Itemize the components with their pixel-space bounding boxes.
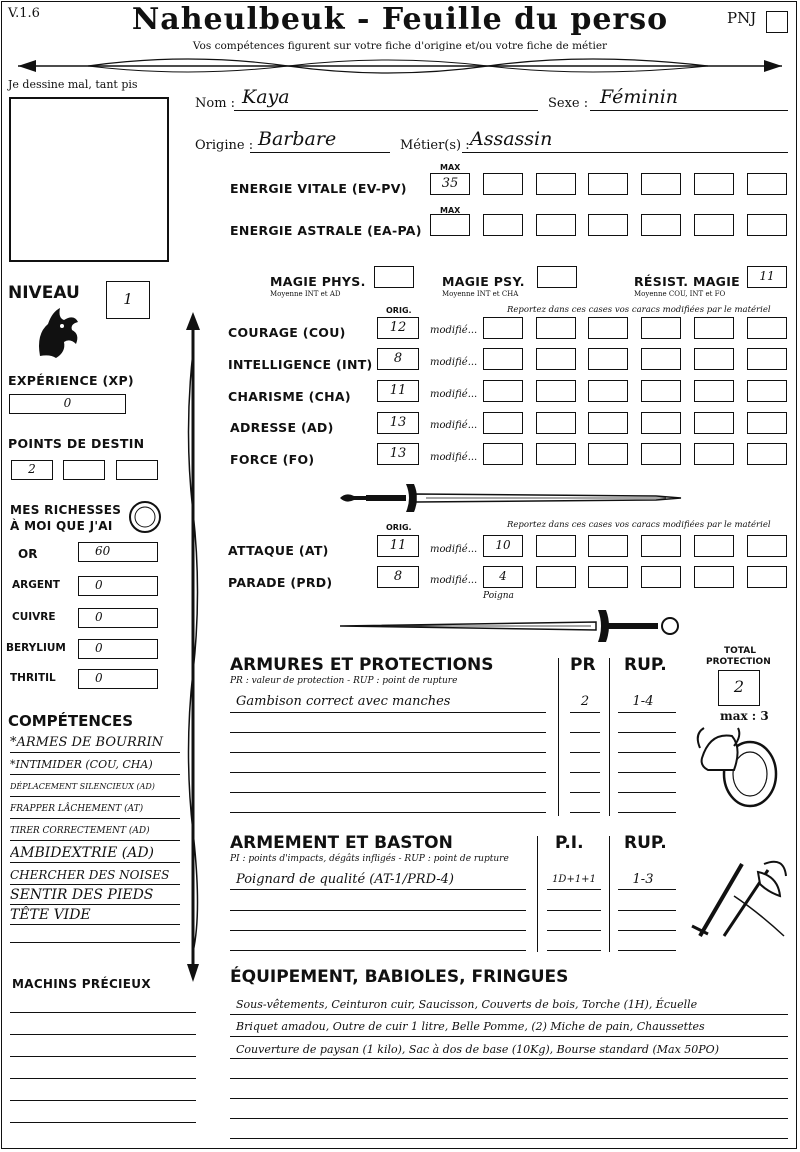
combat-mod-box[interactable] xyxy=(536,535,576,557)
combat-note-under: Poigna xyxy=(483,591,514,601)
armure-row-line xyxy=(570,712,600,713)
cuivre-label: CUIVRE xyxy=(12,611,56,623)
page-title: Naheulbeuk - Feuille du perso xyxy=(131,2,669,37)
resist-magie-sub: Moyenne COU, INT et FO xyxy=(634,290,726,298)
total-protection-box[interactable]: 2 xyxy=(718,670,760,706)
competence-item[interactable]: TÊTE VIDE xyxy=(10,904,180,925)
machins-label: MACHINS PRÉCIEUX xyxy=(12,977,151,991)
sword-decoration xyxy=(336,478,686,518)
nom-value[interactable]: Kaya xyxy=(242,86,290,108)
combat-mod-box[interactable] xyxy=(588,566,628,588)
armures-sub: PR : valeur de protection - RUP : point de rupture xyxy=(230,676,458,686)
ea-box[interactable] xyxy=(588,214,628,236)
stats-orig-label: ORIG. xyxy=(386,306,412,315)
stat-mod-box[interactable] xyxy=(641,380,681,402)
header-banner-decoration xyxy=(8,50,792,80)
metier-value[interactable]: Assassin xyxy=(470,128,553,150)
portrait-caption: Je dessine mal, tant pis xyxy=(8,78,138,91)
competence-blank-line xyxy=(10,942,180,943)
armure-row-line xyxy=(230,772,546,773)
modifie-label: modifié... xyxy=(430,357,478,368)
machins-line xyxy=(10,1078,196,1079)
arme-row-line xyxy=(547,950,601,951)
stats-note: Reportez dans ces cases vos caracs modifiées par le matériel xyxy=(507,305,771,315)
armure-name[interactable]: Gambison correct avec manches xyxy=(236,694,451,709)
ea-box[interactable] xyxy=(641,214,681,236)
sexe-line xyxy=(590,110,788,111)
combat-mod-box[interactable]: 10 xyxy=(483,535,523,557)
armement-divider-1 xyxy=(537,836,538,952)
niveau-label: NIVEAU xyxy=(8,283,80,303)
armure-row-line xyxy=(618,812,676,813)
stat-mod-box[interactable] xyxy=(483,348,523,370)
competence-item[interactable]: DÉPLACEMENT SILENCIEUX (AD) xyxy=(10,776,180,797)
ea-max-box[interactable] xyxy=(430,214,470,236)
combat-orig-label: ORIG. xyxy=(386,523,412,532)
magie-phys-box[interactable] xyxy=(374,266,414,288)
magie-psy-box[interactable] xyxy=(537,266,577,288)
combat-label-attaque: ATTAQUE (AT) xyxy=(228,543,329,558)
armure-rup[interactable]: 1-4 xyxy=(632,694,654,709)
page-subtitle: Vos compétences figurent sur votre fiche d'origine et/ou votre fiche de métier xyxy=(192,40,608,52)
origine-line xyxy=(250,152,390,153)
richesses-label-2: À MOI QUE J'AI xyxy=(10,519,113,533)
stat-mod-box[interactable] xyxy=(747,380,787,402)
magie-psy-sub: Moyenne INT et CHA xyxy=(442,290,519,298)
competence-item[interactable]: FRAPPER LÂCHEMENT (AT) xyxy=(10,798,180,819)
armure-row-line xyxy=(230,792,546,793)
ev-max-box[interactable]: 35 xyxy=(430,173,470,195)
arme-name[interactable]: Poignard de qualité (AT-1/PRD-4) xyxy=(236,872,454,887)
arme-row-line xyxy=(547,930,601,931)
equipement-line xyxy=(230,1078,788,1079)
coin-icon xyxy=(128,500,162,534)
sexe-label: Sexe : xyxy=(548,96,589,111)
competence-item[interactable]: CHERCHER DES NOISES xyxy=(10,864,180,885)
arme-row-line xyxy=(547,889,601,890)
stat-mod-box[interactable] xyxy=(747,348,787,370)
armure-row-line xyxy=(570,792,600,793)
stat-label-charisme: CHARISME (CHA) xyxy=(228,389,351,404)
nom-label: Nom : xyxy=(195,96,236,111)
pnj-checkbox[interactable] xyxy=(766,11,788,33)
stat-mod-box[interactable] xyxy=(536,443,576,465)
armure-row-line xyxy=(618,752,676,753)
stat-mod-box[interactable] xyxy=(641,412,681,434)
arme-row-line xyxy=(230,889,526,890)
armure-row-line xyxy=(570,812,600,813)
armures-divider-1 xyxy=(558,658,559,816)
version-label: V.1.6 xyxy=(8,6,40,21)
ev-box[interactable] xyxy=(694,173,734,195)
stat-mod-box[interactable] xyxy=(536,348,576,370)
total-protection-max: max : 3 xyxy=(720,709,769,723)
ev-box[interactable] xyxy=(536,173,576,195)
equipement-line xyxy=(230,1058,788,1059)
stat-label-force: FORCE (FO) xyxy=(230,452,315,467)
argent-label: ARGENT xyxy=(12,579,60,591)
armement-col-pi: P.I. xyxy=(555,833,584,853)
origine-label: Origine : xyxy=(195,138,254,153)
berylium-label: BERYLIUM xyxy=(6,642,66,654)
armure-row-line xyxy=(230,752,546,753)
combat-mod-box[interactable] xyxy=(588,535,628,557)
arme-row-line xyxy=(230,930,526,931)
ev-box[interactable] xyxy=(483,173,523,195)
arme-row-line xyxy=(547,910,601,911)
ea-box[interactable] xyxy=(483,214,523,236)
armure-pr[interactable]: 2 xyxy=(580,694,590,709)
machins-line xyxy=(10,1100,196,1101)
armures-col-pr: PR xyxy=(570,655,596,675)
arme-row-line xyxy=(230,910,526,911)
berylium-box[interactable]: 0 xyxy=(78,639,158,659)
metier-line xyxy=(462,152,788,153)
equipement-line xyxy=(230,1014,788,1015)
stat-orig-adresse[interactable]: 13 xyxy=(377,412,419,434)
cuivre-box[interactable]: 0 xyxy=(78,608,158,628)
magie-phys-sub: Moyenne INT et AD xyxy=(270,290,341,298)
combat-label-parade: PARADE (PRD) xyxy=(228,575,333,590)
armement-col-rup: RUP. xyxy=(624,833,667,853)
arme-pi[interactable]: 1D+1+1 xyxy=(552,874,596,885)
combat-mod-box[interactable] xyxy=(641,566,681,588)
competence-item[interactable]: *ARMES DE BOURRIN xyxy=(10,732,180,753)
combat-note: Reportez dans ces cases vos caracs modifiées par le matériel xyxy=(507,520,771,530)
stat-mod-box[interactable] xyxy=(483,412,523,434)
ea-box[interactable] xyxy=(747,214,787,236)
stat-orig-charisme[interactable]: 11 xyxy=(377,380,419,402)
ea-label: ENERGIE ASTRALE (EA-PA) xyxy=(230,223,422,238)
stat-orig-force[interactable]: 13 xyxy=(377,443,419,465)
portrait-frame[interactable] xyxy=(9,97,169,262)
equipement-line-text[interactable]: Briquet amadou, Outre de cuir 1 litre, Belle Pomme, (2) Miche de pain, Chaussettes xyxy=(236,1020,705,1033)
stat-mod-box[interactable] xyxy=(641,443,681,465)
stat-mod-box[interactable] xyxy=(588,443,628,465)
or-label: OR xyxy=(18,547,38,561)
combat-mod-box[interactable] xyxy=(536,566,576,588)
arme-rup[interactable]: 1-3 xyxy=(632,872,654,887)
resist-magie-box[interactable]: 11 xyxy=(747,266,787,288)
machins-line xyxy=(10,1122,196,1123)
machins-line xyxy=(10,1056,196,1057)
total-protection-label-2: PROTECTION xyxy=(706,657,771,667)
xp-box[interactable]: 0 xyxy=(9,394,126,414)
destin-box-3[interactable] xyxy=(116,460,158,480)
stat-mod-box[interactable] xyxy=(694,317,734,339)
armement-sub: PI : points d'impacts, dégâts infligés - RUP : point de rupture xyxy=(230,854,509,864)
equipement-line-text[interactable]: Couverture de paysan (1 kilo), Sac à dos de base (10Kg), Bourse standard (Max 50PO) xyxy=(236,1043,719,1056)
armure-row-line xyxy=(618,712,676,713)
competence-item[interactable]: *INTIMIDER (COU, CHA) xyxy=(10,754,180,775)
armure-row-line xyxy=(230,712,546,713)
destin-box-1[interactable]: 2 xyxy=(11,460,53,480)
arme-row-line xyxy=(230,950,526,951)
armure-row-line xyxy=(618,772,676,773)
destin-box-2[interactable] xyxy=(63,460,105,480)
modifie-label: modifié... xyxy=(430,420,478,431)
competence-item[interactable]: SENTIR DES PIEDS xyxy=(10,884,180,905)
equipement-line xyxy=(230,1098,788,1099)
competences-label: COMPÉTENCES xyxy=(8,712,134,730)
ea-box[interactable] xyxy=(694,214,734,236)
armement-title: ARMEMENT ET BASTON xyxy=(230,833,453,853)
helmet-shield-icon xyxy=(694,724,784,814)
arme-row-line xyxy=(618,950,676,951)
arme-row-line xyxy=(618,910,676,911)
thritil-box[interactable]: 0 xyxy=(78,669,158,689)
equipement-line xyxy=(230,1118,788,1119)
armures-col-rup: RUP. xyxy=(624,655,667,675)
richesses-label-1: MES RICHESSES xyxy=(10,503,122,517)
competence-item[interactable]: AMBIDEXTRIE (AD) xyxy=(10,842,180,863)
stat-orig-intelligence[interactable]: 8 xyxy=(377,348,419,370)
ev-box[interactable] xyxy=(641,173,681,195)
equipement-line xyxy=(230,1036,788,1037)
stat-label-intelligence: INTELLIGENCE (INT) xyxy=(228,357,373,372)
combat-mod-box[interactable]: 4 xyxy=(483,566,523,588)
stat-mod-box[interactable] xyxy=(641,317,681,339)
stat-mod-box[interactable] xyxy=(694,348,734,370)
metier-label: Métier(s) : xyxy=(400,138,470,153)
spear-decoration xyxy=(180,312,206,982)
stat-label-adresse: ADRESSE (AD) xyxy=(230,420,334,435)
armures-title: ARMURES ET PROTECTIONS xyxy=(230,655,494,675)
total-protection-label-1: TOTAL xyxy=(724,646,756,656)
weapons-icon xyxy=(688,856,788,942)
armement-divider-2 xyxy=(609,836,610,952)
stat-label-courage: COURAGE (COU) xyxy=(228,325,346,340)
stat-mod-box[interactable] xyxy=(641,348,681,370)
combat-mod-box[interactable] xyxy=(747,566,787,588)
modifie-label: modifié... xyxy=(430,575,478,586)
equipement-line-text[interactable]: Sous-vêtements, Ceinturon cuir, Saucisson, Couverts de bois, Torche (1H), Écuelle xyxy=(236,998,698,1011)
combat-mod-box[interactable] xyxy=(694,535,734,557)
stat-mod-box[interactable] xyxy=(588,348,628,370)
stat-mod-box[interactable] xyxy=(694,380,734,402)
ev-box[interactable] xyxy=(588,173,628,195)
stat-mod-box[interactable] xyxy=(588,317,628,339)
or-box[interactable]: 60 xyxy=(78,542,158,562)
nom-line xyxy=(234,110,538,111)
stat-mod-box[interactable] xyxy=(747,443,787,465)
machins-line xyxy=(10,1034,196,1035)
machins-line xyxy=(10,1012,196,1013)
combat-orig-attaque[interactable]: 11 xyxy=(377,535,419,557)
argent-box[interactable]: 0 xyxy=(78,576,158,596)
arme-row-line xyxy=(618,930,676,931)
armures-divider-2 xyxy=(609,658,610,816)
ea-max-label: MAX xyxy=(440,206,461,215)
stat-mod-box[interactable] xyxy=(483,317,523,339)
ev-max-label: MAX xyxy=(440,163,461,172)
stat-mod-box[interactable] xyxy=(536,317,576,339)
resist-magie-label: RÉSIST. MAGIE xyxy=(634,274,741,289)
pnj-label: PNJ xyxy=(727,9,757,27)
ev-box[interactable] xyxy=(747,173,787,195)
combat-mod-box[interactable] xyxy=(694,566,734,588)
arme-row-line xyxy=(618,889,676,890)
stat-mod-box[interactable] xyxy=(483,443,523,465)
stat-mod-box[interactable] xyxy=(694,412,734,434)
stat-mod-box[interactable] xyxy=(536,380,576,402)
stat-mod-box[interactable] xyxy=(747,412,787,434)
destin-label: POINTS DE DESTIN xyxy=(8,436,145,451)
sexe-value[interactable]: Féminin xyxy=(600,86,679,108)
niveau-box[interactable]: 1 xyxy=(106,281,150,319)
armure-row-line xyxy=(230,812,546,813)
armure-row-line xyxy=(618,792,676,793)
combat-orig-parade[interactable]: 8 xyxy=(377,566,419,588)
armure-row-line xyxy=(570,752,600,753)
magie-phys-label: MAGIE PHYS. xyxy=(270,274,366,289)
thritil-label: THRITIL xyxy=(10,672,56,684)
xp-label: EXPÉRIENCE (XP) xyxy=(8,373,134,388)
stat-mod-box[interactable] xyxy=(588,412,628,434)
modifie-label: modifié... xyxy=(430,389,478,400)
stat-mod-box[interactable] xyxy=(747,317,787,339)
combat-mod-box[interactable] xyxy=(641,535,681,557)
ev-label: ENERGIE VITALE (EV-PV) xyxy=(230,181,407,196)
equipement-title: ÉQUIPEMENT, BABIOLES, FRINGUES xyxy=(230,967,569,987)
origine-value[interactable]: Barbare xyxy=(258,128,337,150)
armure-row-line xyxy=(570,732,600,733)
ea-box[interactable] xyxy=(536,214,576,236)
modifie-label: modifié... xyxy=(430,452,478,463)
armure-row-line xyxy=(230,732,546,733)
stat-mod-box[interactable] xyxy=(694,443,734,465)
sword-decoration xyxy=(336,606,686,646)
magie-psy-label: MAGIE PSY. xyxy=(442,274,525,289)
modifie-label: modifié... xyxy=(430,325,478,336)
competence-item[interactable]: TIRER CORRECTEMENT (AD) xyxy=(10,820,180,841)
stat-mod-box[interactable] xyxy=(483,380,523,402)
armure-row-line xyxy=(570,772,600,773)
modifie-label: modifié... xyxy=(430,544,478,555)
equipement-line xyxy=(230,1138,788,1139)
combat-mod-box[interactable] xyxy=(747,535,787,557)
dragon-icon xyxy=(30,304,86,362)
armure-row-line xyxy=(618,732,676,733)
stat-mod-box[interactable] xyxy=(536,412,576,434)
stat-orig-courage[interactable]: 12 xyxy=(377,317,419,339)
stat-mod-box[interactable] xyxy=(588,380,628,402)
